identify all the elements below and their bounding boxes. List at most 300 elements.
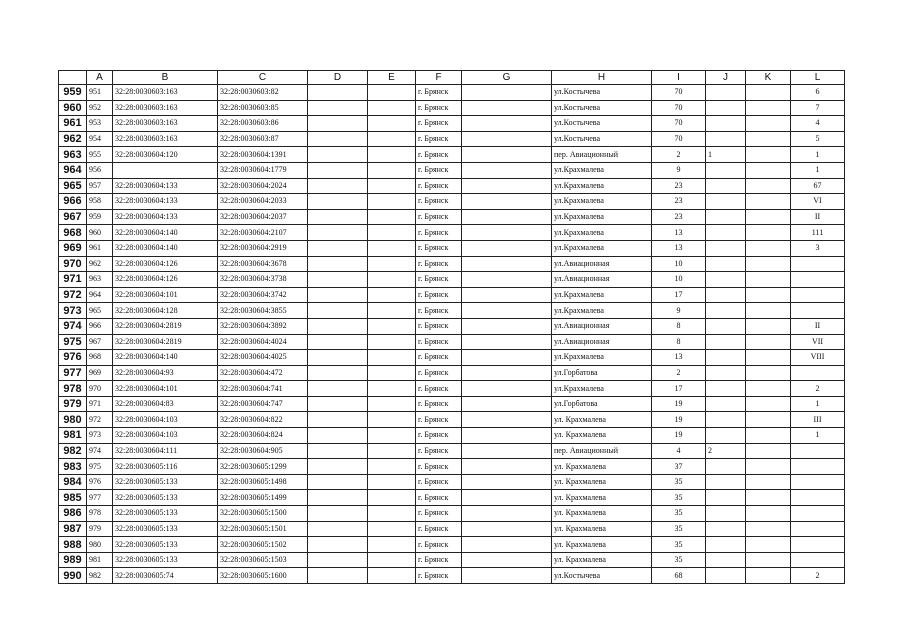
cell-b[interactable]: 32:28:0030604:140 — [113, 225, 218, 241]
cell-g[interactable] — [462, 116, 552, 132]
cell-g[interactable] — [462, 350, 552, 366]
cell-d[interactable] — [308, 474, 368, 490]
cell-d[interactable] — [308, 521, 368, 537]
cell-a[interactable]: 954 — [87, 131, 113, 147]
row-number[interactable]: 976 — [59, 350, 87, 366]
cell-b[interactable]: 32:28:0030605:133 — [113, 537, 218, 553]
cell-i[interactable]: 19 — [652, 412, 706, 428]
cell-i[interactable]: 10 — [652, 256, 706, 272]
cell-g[interactable] — [462, 459, 552, 475]
cell-h[interactable]: ул. Крахмалева — [552, 490, 652, 506]
cell-f[interactable]: г. Брянск — [416, 194, 462, 210]
cell-h[interactable]: ул.Горбатова — [552, 365, 652, 381]
cell-k[interactable] — [746, 381, 791, 397]
cell-f[interactable]: г. Брянск — [416, 365, 462, 381]
cell-e[interactable] — [368, 443, 416, 459]
cell-b[interactable]: 32:28:0030604:133 — [113, 178, 218, 194]
cell-a[interactable]: 967 — [87, 334, 113, 350]
cell-a[interactable]: 982 — [87, 568, 113, 584]
cell-a[interactable]: 966 — [87, 318, 113, 334]
cell-i[interactable]: 35 — [652, 474, 706, 490]
cell-l[interactable]: 3 — [791, 240, 845, 256]
row-number[interactable]: 980 — [59, 412, 87, 428]
cell-g[interactable] — [462, 334, 552, 350]
cell-d[interactable] — [308, 131, 368, 147]
cell-i[interactable]: 70 — [652, 100, 706, 116]
cell-i[interactable]: 35 — [652, 537, 706, 553]
cell-l[interactable]: 67 — [791, 178, 845, 194]
cell-h[interactable]: ул.Крахмалева — [552, 381, 652, 397]
cell-g[interactable] — [462, 303, 552, 319]
cell-h[interactable]: ул.Костычева — [552, 85, 652, 101]
cell-h[interactable]: ул. Крахмалева — [552, 537, 652, 553]
cell-a[interactable]: 977 — [87, 490, 113, 506]
row-number[interactable]: 968 — [59, 225, 87, 241]
cell-f[interactable]: г. Брянск — [416, 381, 462, 397]
cell-d[interactable] — [308, 303, 368, 319]
cell-h[interactable]: ул. Крахмалева — [552, 412, 652, 428]
cell-k[interactable] — [746, 490, 791, 506]
cell-f[interactable]: г. Брянск — [416, 459, 462, 475]
cell-l[interactable]: 4 — [791, 116, 845, 132]
cell-a[interactable]: 955 — [87, 147, 113, 163]
column-header-k[interactable]: K — [746, 71, 791, 85]
cell-b[interactable] — [113, 162, 218, 178]
cell-f[interactable]: г. Брянск — [416, 537, 462, 553]
cell-l[interactable]: 2 — [791, 568, 845, 584]
cell-b[interactable]: 32:28:0030604:128 — [113, 303, 218, 319]
cell-d[interactable] — [308, 116, 368, 132]
cell-l[interactable] — [791, 552, 845, 568]
cell-j[interactable]: 2 — [706, 443, 746, 459]
cell-h[interactable]: ул.Крахмалева — [552, 209, 652, 225]
cell-g[interactable] — [462, 474, 552, 490]
cell-j[interactable] — [706, 240, 746, 256]
cell-j[interactable] — [706, 209, 746, 225]
cell-k[interactable] — [746, 225, 791, 241]
cell-c[interactable]: 32:28:0030605:1500 — [218, 506, 308, 522]
cell-c[interactable]: 32:28:0030604:1391 — [218, 147, 308, 163]
cell-f[interactable]: г. Брянск — [416, 131, 462, 147]
cell-c[interactable]: 32:28:0030604:4024 — [218, 334, 308, 350]
cell-j[interactable] — [706, 474, 746, 490]
cell-c[interactable]: 32:28:0030603:87 — [218, 131, 308, 147]
cell-j[interactable] — [706, 100, 746, 116]
cell-i[interactable]: 23 — [652, 178, 706, 194]
cell-k[interactable] — [746, 396, 791, 412]
cell-h[interactable]: ул.Костычева — [552, 100, 652, 116]
cell-a[interactable]: 951 — [87, 85, 113, 101]
cell-h[interactable]: ул. Крахмалева — [552, 428, 652, 444]
cell-h[interactable]: ул.Крахмалева — [552, 287, 652, 303]
cell-g[interactable] — [462, 396, 552, 412]
row-number[interactable]: 960 — [59, 100, 87, 116]
cell-e[interactable] — [368, 116, 416, 132]
cell-j[interactable] — [706, 381, 746, 397]
cell-h[interactable]: ул.Костычева — [552, 131, 652, 147]
cell-f[interactable]: г. Брянск — [416, 506, 462, 522]
cell-j[interactable] — [706, 506, 746, 522]
cell-j[interactable] — [706, 568, 746, 584]
cell-a[interactable]: 976 — [87, 474, 113, 490]
cell-j[interactable]: 1 — [706, 147, 746, 163]
cell-a[interactable]: 956 — [87, 162, 113, 178]
row-number[interactable]: 982 — [59, 443, 87, 459]
cell-j[interactable] — [706, 365, 746, 381]
cell-h[interactable]: ул.Горбатова — [552, 396, 652, 412]
cell-d[interactable] — [308, 318, 368, 334]
cell-g[interactable] — [462, 506, 552, 522]
cell-f[interactable]: г. Брянск — [416, 116, 462, 132]
cell-a[interactable]: 965 — [87, 303, 113, 319]
cell-c[interactable]: 32:28:0030604:905 — [218, 443, 308, 459]
cell-d[interactable] — [308, 287, 368, 303]
row-number[interactable]: 965 — [59, 178, 87, 194]
row-number[interactable]: 988 — [59, 537, 87, 553]
cell-h[interactable]: ул.Крахмалева — [552, 240, 652, 256]
cell-h[interactable]: ул.Авиационная — [552, 334, 652, 350]
cell-f[interactable]: г. Брянск — [416, 303, 462, 319]
cell-a[interactable]: 969 — [87, 365, 113, 381]
cell-c[interactable]: 32:28:0030603:85 — [218, 100, 308, 116]
cell-b[interactable]: 32:28:0030604:93 — [113, 365, 218, 381]
cell-e[interactable] — [368, 521, 416, 537]
cell-g[interactable] — [462, 443, 552, 459]
cell-l[interactable]: VIII — [791, 350, 845, 366]
row-number[interactable]: 990 — [59, 568, 87, 584]
cell-c[interactable]: 32:28:0030605:1503 — [218, 552, 308, 568]
cell-k[interactable] — [746, 287, 791, 303]
cell-c[interactable]: 32:28:0030604:3742 — [218, 287, 308, 303]
cell-k[interactable] — [746, 116, 791, 132]
cell-j[interactable] — [706, 396, 746, 412]
cell-f[interactable]: г. Брянск — [416, 178, 462, 194]
cell-h[interactable]: ул.Крахмалева — [552, 194, 652, 210]
row-number[interactable]: 975 — [59, 334, 87, 350]
cell-e[interactable] — [368, 194, 416, 210]
cell-c[interactable]: 32:28:0030604:2024 — [218, 178, 308, 194]
cell-l[interactable]: 5 — [791, 131, 845, 147]
cell-b[interactable]: 32:28:0030605:133 — [113, 521, 218, 537]
cell-f[interactable]: г. Брянск — [416, 474, 462, 490]
cell-j[interactable] — [706, 272, 746, 288]
row-number[interactable]: 985 — [59, 490, 87, 506]
cell-k[interactable] — [746, 552, 791, 568]
cell-c[interactable]: 32:28:0030604:3738 — [218, 272, 308, 288]
row-number[interactable]: 984 — [59, 474, 87, 490]
cell-h[interactable]: ул. Крахмалева — [552, 459, 652, 475]
cell-i[interactable]: 23 — [652, 194, 706, 210]
cell-e[interactable] — [368, 537, 416, 553]
cell-b[interactable]: 32:28:0030604:111 — [113, 443, 218, 459]
cell-k[interactable] — [746, 209, 791, 225]
cell-j[interactable] — [706, 490, 746, 506]
cell-e[interactable] — [368, 287, 416, 303]
cell-g[interactable] — [462, 85, 552, 101]
cell-h[interactable]: ул. Крахмалева — [552, 474, 652, 490]
cell-j[interactable] — [706, 521, 746, 537]
cell-l[interactable]: 1 — [791, 162, 845, 178]
cell-e[interactable] — [368, 225, 416, 241]
cell-g[interactable] — [462, 240, 552, 256]
cell-c[interactable]: 32:28:0030604:2033 — [218, 194, 308, 210]
cell-b[interactable]: 32:28:0030603:163 — [113, 131, 218, 147]
cell-e[interactable] — [368, 506, 416, 522]
row-number[interactable]: 983 — [59, 459, 87, 475]
cell-b[interactable]: 32:28:0030603:163 — [113, 116, 218, 132]
cell-f[interactable]: г. Брянск — [416, 272, 462, 288]
cell-d[interactable] — [308, 568, 368, 584]
cell-l[interactable] — [791, 521, 845, 537]
row-number[interactable]: 987 — [59, 521, 87, 537]
cell-g[interactable] — [462, 272, 552, 288]
cell-a[interactable]: 963 — [87, 272, 113, 288]
cell-i[interactable]: 17 — [652, 381, 706, 397]
column-header-d[interactable]: D — [308, 71, 368, 85]
cell-c[interactable]: 32:28:0030604:3678 — [218, 256, 308, 272]
cell-e[interactable] — [368, 209, 416, 225]
cell-j[interactable] — [706, 459, 746, 475]
cell-i[interactable]: 13 — [652, 350, 706, 366]
cell-e[interactable] — [368, 240, 416, 256]
cell-k[interactable] — [746, 194, 791, 210]
cell-c[interactable]: 32:28:0030605:1299 — [218, 459, 308, 475]
cell-f[interactable]: г. Брянск — [416, 147, 462, 163]
cell-d[interactable] — [308, 537, 368, 553]
cell-b[interactable]: 32:28:0030604:2819 — [113, 318, 218, 334]
cell-f[interactable]: г. Брянск — [416, 552, 462, 568]
corner-header[interactable] — [59, 71, 87, 85]
cell-g[interactable] — [462, 552, 552, 568]
cell-g[interactable] — [462, 365, 552, 381]
cell-i[interactable]: 17 — [652, 287, 706, 303]
cell-d[interactable] — [308, 350, 368, 366]
cell-d[interactable] — [308, 381, 368, 397]
cell-l[interactable]: 1 — [791, 396, 845, 412]
cell-c[interactable]: 32:28:0030604:3855 — [218, 303, 308, 319]
row-number[interactable]: 967 — [59, 209, 87, 225]
cell-e[interactable] — [368, 272, 416, 288]
cell-j[interactable] — [706, 287, 746, 303]
cell-k[interactable] — [746, 272, 791, 288]
cell-a[interactable]: 961 — [87, 240, 113, 256]
cell-c[interactable]: 32:28:0030604:2919 — [218, 240, 308, 256]
row-number[interactable]: 979 — [59, 396, 87, 412]
cell-c[interactable]: 32:28:0030605:1501 — [218, 521, 308, 537]
cell-k[interactable] — [746, 428, 791, 444]
cell-b[interactable]: 32:28:0030604:133 — [113, 209, 218, 225]
cell-e[interactable] — [368, 552, 416, 568]
cell-a[interactable]: 979 — [87, 521, 113, 537]
cell-k[interactable] — [746, 521, 791, 537]
cell-h[interactable]: ул.Крахмалева — [552, 303, 652, 319]
cell-b[interactable]: 32:28:0030604:2819 — [113, 334, 218, 350]
cell-c[interactable]: 32:28:0030604:3892 — [218, 318, 308, 334]
cell-d[interactable] — [308, 194, 368, 210]
cell-l[interactable] — [791, 506, 845, 522]
cell-a[interactable]: 974 — [87, 443, 113, 459]
cell-b[interactable]: 32:28:0030604:101 — [113, 381, 218, 397]
cell-d[interactable] — [308, 396, 368, 412]
cell-f[interactable]: г. Брянск — [416, 85, 462, 101]
row-number[interactable]: 971 — [59, 272, 87, 288]
cell-l[interactable]: III — [791, 412, 845, 428]
cell-c[interactable]: 32:28:0030605:1600 — [218, 568, 308, 584]
cell-a[interactable]: 978 — [87, 506, 113, 522]
cell-h[interactable]: ул.Авиационная — [552, 272, 652, 288]
cell-j[interactable] — [706, 318, 746, 334]
column-header-l[interactable]: L — [791, 71, 845, 85]
cell-c[interactable]: 32:28:0030604:824 — [218, 428, 308, 444]
row-number[interactable]: 986 — [59, 506, 87, 522]
row-number[interactable]: 970 — [59, 256, 87, 272]
cell-a[interactable]: 975 — [87, 459, 113, 475]
cell-i[interactable]: 68 — [652, 568, 706, 584]
cell-k[interactable] — [746, 568, 791, 584]
cell-i[interactable]: 35 — [652, 490, 706, 506]
cell-e[interactable] — [368, 365, 416, 381]
cell-c[interactable]: 32:28:0030604:822 — [218, 412, 308, 428]
row-number[interactable]: 989 — [59, 552, 87, 568]
cell-g[interactable] — [462, 147, 552, 163]
cell-f[interactable]: г. Брянск — [416, 240, 462, 256]
cell-b[interactable]: 32:28:0030603:163 — [113, 85, 218, 101]
cell-a[interactable]: 953 — [87, 116, 113, 132]
cell-l[interactable]: 111 — [791, 225, 845, 241]
cell-i[interactable]: 19 — [652, 428, 706, 444]
cell-h[interactable]: ул.Крахмалева — [552, 178, 652, 194]
cell-d[interactable] — [308, 428, 368, 444]
cell-e[interactable] — [368, 396, 416, 412]
cell-g[interactable] — [462, 194, 552, 210]
row-number[interactable]: 978 — [59, 381, 87, 397]
cell-l[interactable]: II — [791, 209, 845, 225]
cell-e[interactable] — [368, 428, 416, 444]
cell-l[interactable]: 6 — [791, 85, 845, 101]
row-number[interactable]: 966 — [59, 194, 87, 210]
cell-f[interactable]: г. Брянск — [416, 225, 462, 241]
cell-d[interactable] — [308, 365, 368, 381]
cell-a[interactable]: 980 — [87, 537, 113, 553]
cell-g[interactable] — [462, 490, 552, 506]
cell-k[interactable] — [746, 443, 791, 459]
cell-k[interactable] — [746, 334, 791, 350]
cell-e[interactable] — [368, 568, 416, 584]
cell-f[interactable]: г. Брянск — [416, 100, 462, 116]
cell-j[interactable] — [706, 116, 746, 132]
cell-c[interactable]: 32:28:0030604:1779 — [218, 162, 308, 178]
cell-d[interactable] — [308, 147, 368, 163]
cell-i[interactable]: 35 — [652, 552, 706, 568]
cell-b[interactable]: 32:28:0030604:140 — [113, 240, 218, 256]
column-header-c[interactable]: C — [218, 71, 308, 85]
cell-k[interactable] — [746, 147, 791, 163]
cell-f[interactable]: г. Брянск — [416, 287, 462, 303]
row-number[interactable]: 972 — [59, 287, 87, 303]
cell-g[interactable] — [462, 568, 552, 584]
cell-h[interactable]: ул. Крахмалева — [552, 521, 652, 537]
cell-f[interactable]: г. Брянск — [416, 443, 462, 459]
cell-a[interactable]: 962 — [87, 256, 113, 272]
column-header-f[interactable]: F — [416, 71, 462, 85]
cell-l[interactable] — [791, 443, 845, 459]
cell-i[interactable]: 2 — [652, 147, 706, 163]
cell-g[interactable] — [462, 131, 552, 147]
cell-h[interactable]: ул.Крахмалева — [552, 162, 652, 178]
cell-g[interactable] — [462, 318, 552, 334]
cell-e[interactable] — [368, 303, 416, 319]
cell-j[interactable] — [706, 162, 746, 178]
row-number[interactable]: 964 — [59, 162, 87, 178]
cell-h[interactable]: ул. Крахмалева — [552, 506, 652, 522]
cell-d[interactable] — [308, 178, 368, 194]
cell-j[interactable] — [706, 537, 746, 553]
cell-a[interactable]: 958 — [87, 194, 113, 210]
cell-a[interactable]: 970 — [87, 381, 113, 397]
cell-l[interactable]: VI — [791, 194, 845, 210]
cell-b[interactable]: 32:28:0030604:140 — [113, 350, 218, 366]
cell-g[interactable] — [462, 178, 552, 194]
row-number[interactable]: 959 — [59, 85, 87, 101]
cell-j[interactable] — [706, 412, 746, 428]
cell-g[interactable] — [462, 412, 552, 428]
cell-j[interactable] — [706, 334, 746, 350]
cell-f[interactable]: г. Брянск — [416, 334, 462, 350]
cell-h[interactable]: ул. Крахмалева — [552, 552, 652, 568]
cell-i[interactable]: 9 — [652, 303, 706, 319]
row-number[interactable]: 973 — [59, 303, 87, 319]
cell-d[interactable] — [308, 443, 368, 459]
cell-i[interactable]: 13 — [652, 225, 706, 241]
cell-b[interactable]: 32:28:0030605:133 — [113, 490, 218, 506]
cell-f[interactable]: г. Брянск — [416, 396, 462, 412]
cell-c[interactable]: 32:28:0030604:2037 — [218, 209, 308, 225]
cell-j[interactable] — [706, 178, 746, 194]
cell-d[interactable] — [308, 100, 368, 116]
cell-f[interactable]: г. Брянск — [416, 412, 462, 428]
cell-f[interactable]: г. Брянск — [416, 256, 462, 272]
cell-f[interactable]: г. Брянск — [416, 209, 462, 225]
cell-d[interactable] — [308, 459, 368, 475]
row-number[interactable]: 969 — [59, 240, 87, 256]
cell-k[interactable] — [746, 303, 791, 319]
row-number[interactable]: 963 — [59, 147, 87, 163]
cell-g[interactable] — [462, 521, 552, 537]
cell-e[interactable] — [368, 131, 416, 147]
cell-b[interactable]: 32:28:0030605:133 — [113, 474, 218, 490]
cell-l[interactable] — [791, 474, 845, 490]
cell-k[interactable] — [746, 162, 791, 178]
cell-e[interactable] — [368, 256, 416, 272]
cell-l[interactable]: VII — [791, 334, 845, 350]
cell-a[interactable]: 972 — [87, 412, 113, 428]
row-number[interactable]: 974 — [59, 318, 87, 334]
row-number[interactable]: 961 — [59, 116, 87, 132]
cell-j[interactable] — [706, 303, 746, 319]
cell-i[interactable]: 19 — [652, 396, 706, 412]
cell-l[interactable] — [791, 303, 845, 319]
cell-d[interactable] — [308, 85, 368, 101]
cell-c[interactable]: 32:28:0030604:2107 — [218, 225, 308, 241]
cell-i[interactable]: 10 — [652, 272, 706, 288]
cell-d[interactable] — [308, 490, 368, 506]
cell-j[interactable] — [706, 428, 746, 444]
cell-b[interactable]: 32:28:0030604:103 — [113, 412, 218, 428]
cell-f[interactable]: г. Брянск — [416, 318, 462, 334]
cell-j[interactable] — [706, 350, 746, 366]
cell-a[interactable]: 964 — [87, 287, 113, 303]
cell-l[interactable]: II — [791, 318, 845, 334]
